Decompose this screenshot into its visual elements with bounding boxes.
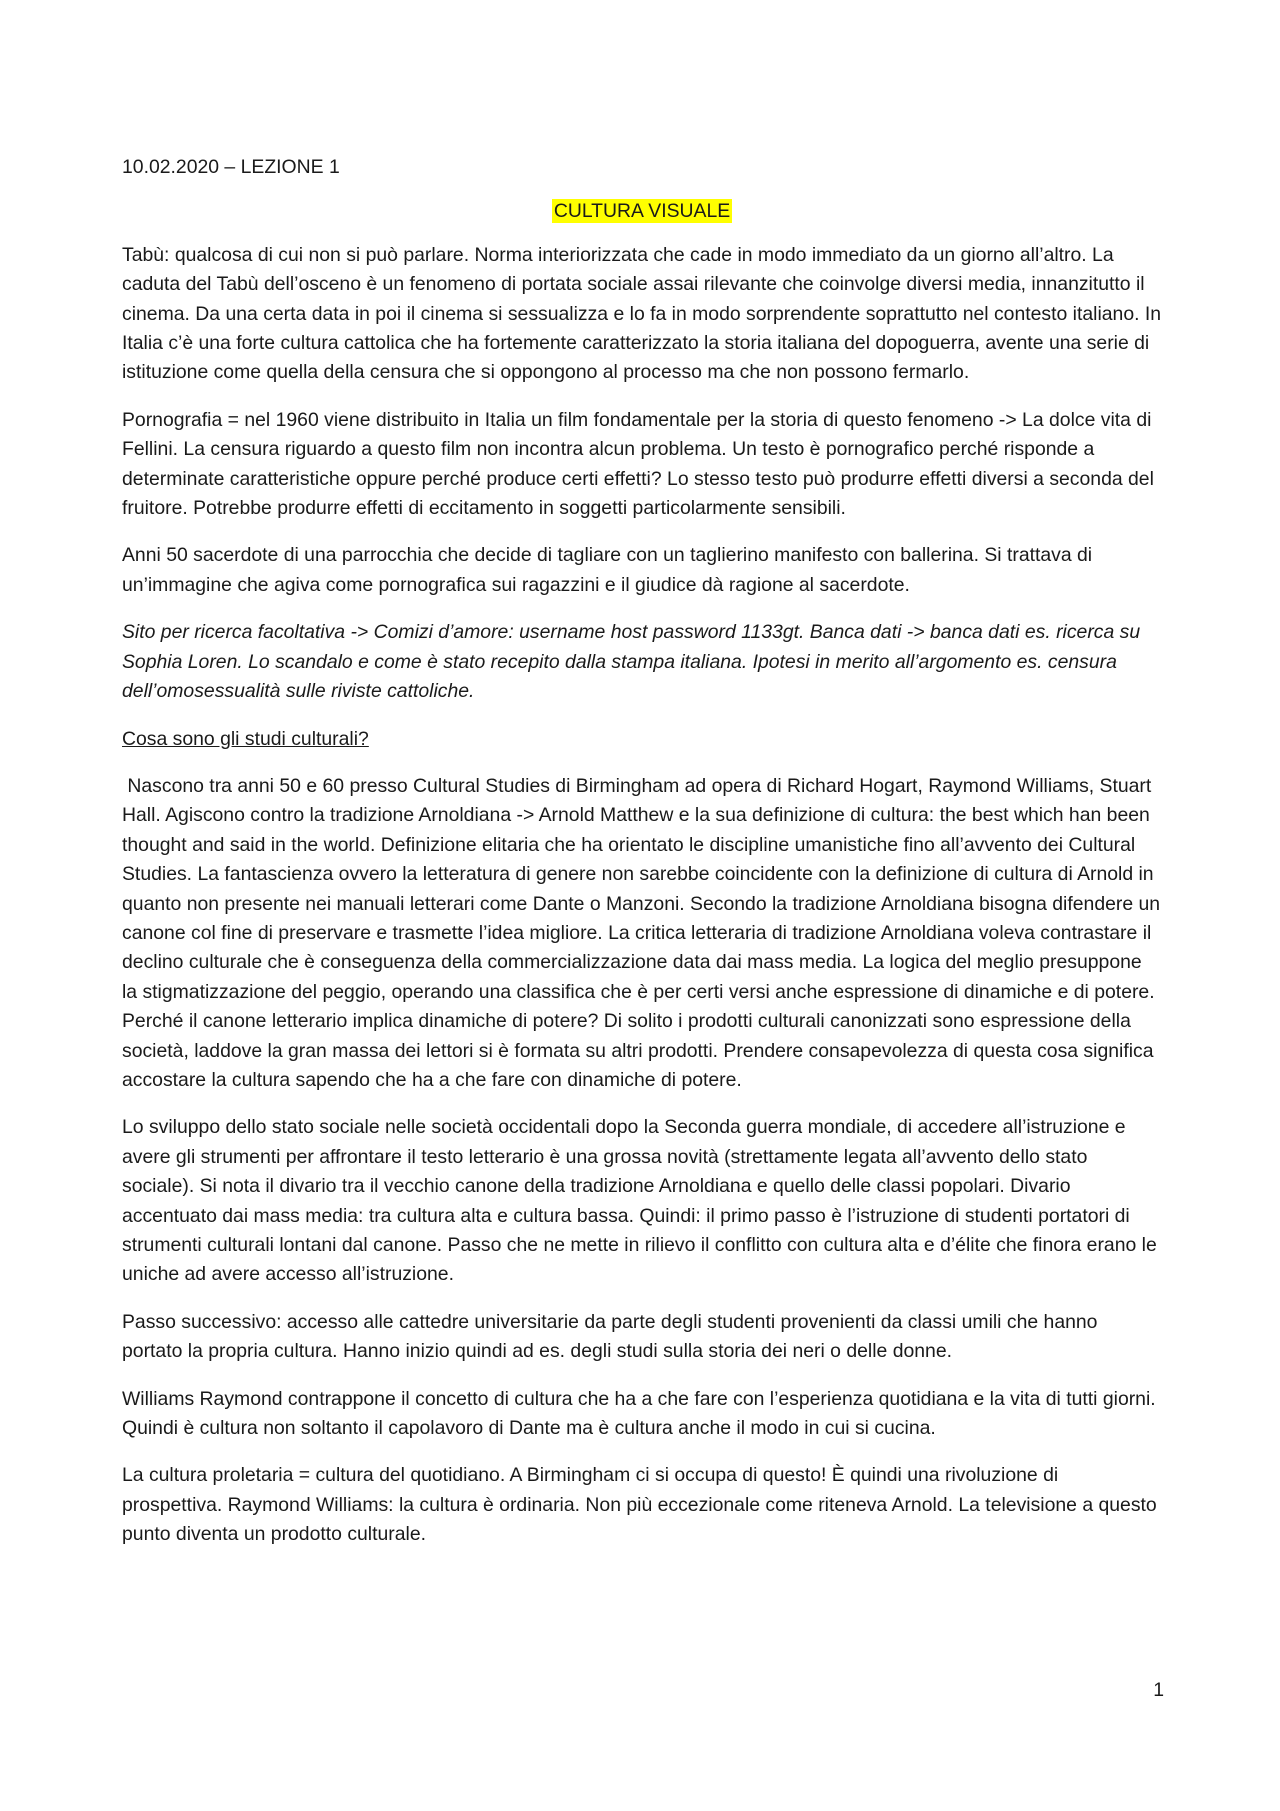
title-wrapper — [122, 197, 1162, 226]
section-heading-studi-culturali: Cosa sono gli studi culturali? — [122, 727, 369, 750]
paragraph-sacerdote: Anni 50 sacerdote di una parrocchia che decide di tagliare con un taglierino manifesto con ballerina. Si trattava di un’immagine che agiva come pornografica sui ragazzini e il giudice dà ragione al sacerdote. — [122, 544, 1093, 596]
paragraph-stato-sociale: Lo sviluppo dello stato sociale nelle società occidentali dopo la Seconda guerra mondiale, di accedere all’istruzione e avere gli strumenti per affrontare il testo letterario è una grossa novità (strettamente legata all’avvento dello stato sociale). Si nota il divario tra il vecchio canone della tradizione Arnoldiana e quello delle classi popolari. Divario accentuato dai mass media: tra cultura alta e cultura bassa. Quindi: il primo passo è l’istruzione di studenti portatori di strumenti culturali lontani dal canone. Passo che ne mette in rilievo il conflitto con cultura alta e d’élite che finora erano le uniche ad avere accesso all’istruzione. — [122, 1116, 1157, 1286]
lesson-date-line: 10.02.2020 – LEZIONE 1 — [122, 156, 340, 178]
page-number: 1 — [1153, 1679, 1164, 1701]
paragraph-birmingham: Nascono tra anni 50 e 60 presso Cultural Studies di Birmingham ad opera di Richard Hogart, Raymond Williams, Stuart Hall. Agiscono contro la tradizione Arnoldiana -> Arnold Matthew e la sua definizione di cultura: the best which han been thought and said in the world. Definizione elitaria che ha orientato le discipline umanistiche fino all’avvento dei Cultural Studies. La fantascienza ovvero la letteratura di genere non sarebbe coincidente con la definizione di cultura di Arnold in quanto non presente nei manuali letterari come Dante o Manzoni. Secondo la tradizione Arnoldiana bisogna difendere un canone col fine di preservare e trasmette l’idea migliore. La critica letteraria di tradizione Arnoldiana voleva contrastare il declino culturale che è conseguenza della commercializzazione data dai mass media. La logica del meglio presuppone la stigmatizzazione del peggio, operando una classifica che è per certi versi anche espressione di dinamiche e di potere. Perché il canone letterario implica dinamiche di potere? Di solito i prodotti culturali canonizzati sono espressione della società, laddove la gran massa dei lettori si è formata su altri prodotti. Prendere consapevolezza di questa cosa significa accostare la cultura sapendo che ha a che fare con dinamiche di potere. — [122, 774, 1166, 1091]
paragraph-ricerca-facoltativa: Sito per ricerca facoltativa -> Comizi d’amore: username host password 1133gt. Banca dati -> banca dati es. ricerca su Sophia Loren. Lo scandalo e come è stato recepito dalla stampa italiana. Ipotesi in merito all’argomento es. censura dell’omosessualità sulle riviste cattoliche. — [122, 621, 1141, 703]
paragraph-passo-successivo: Passo successivo: accesso alle cattedre universitarie da parte degli studenti provenienti da classi umili che hanno portato la propria cultura. Hanno inizio quindi ad es. degli studi sulla storia dei neri o delle donne. — [122, 1310, 1098, 1363]
paragraph-williams: Williams Raymond contrappone il concetto di cultura che ha a che fare con l’esperienza quotidiana e la vita di tutti giorni. Quindi è cultura non soltanto il capolavoro di Dante ma è cultura anche il modo in cui si cucina. — [122, 1387, 1156, 1440]
document-page — [122, 153, 1166, 1568]
document-title: CULTURA VISUALE — [553, 200, 731, 223]
paragraph-tabu: Tabù: qualcosa di cui non si può parlare. Norma interiorizzata che cade in modo immediato da un giorno all’altro. La caduta del Tabù dell’osceno è un fenomeno di portata sociale assai rilevante che coinvolge diversi media, innanzitutto il cinema. Da una certa data in poi il cinema si sessualizza e lo fa in modo sorprendente soprattutto nel contesto italiano. In Italia c’è una forte cultura cattolica che ha fortemente caratterizzato la storia italiana del dopoguerra, avente una serie di istituzione come quella della censura che si oppongono al processo ma che non possono fermarlo. — [122, 243, 1162, 384]
paragraph-pornografia: Pornografia = nel 1960 viene distribuito in Italia un film fondamentale per la storia di questo fenomeno -> La dolce vita di Fellini. La censura riguardo a questo film non incontra alcun problema. Un testo è pornografico perché risponde a determinate caratteristiche oppure perché produce certi effetti? Lo stesso testo può produrre effetti diversi a seconda del fruitore. Potrebbe produrre effetti di eccitamento in soggetti particolarmente sensibili. — [122, 408, 1154, 520]
paragraph-cultura-proletaria: La cultura proletaria = cultura del quotidiano. A Birmingham ci si occupa di questo! È quindi una rivoluzione di prospettiva. Raymond Williams: la cultura è ordinaria. Non più eccezionale come riteneva Arnold. La televisione a questo punto diventa un prodotto culturale. — [122, 1464, 1157, 1546]
